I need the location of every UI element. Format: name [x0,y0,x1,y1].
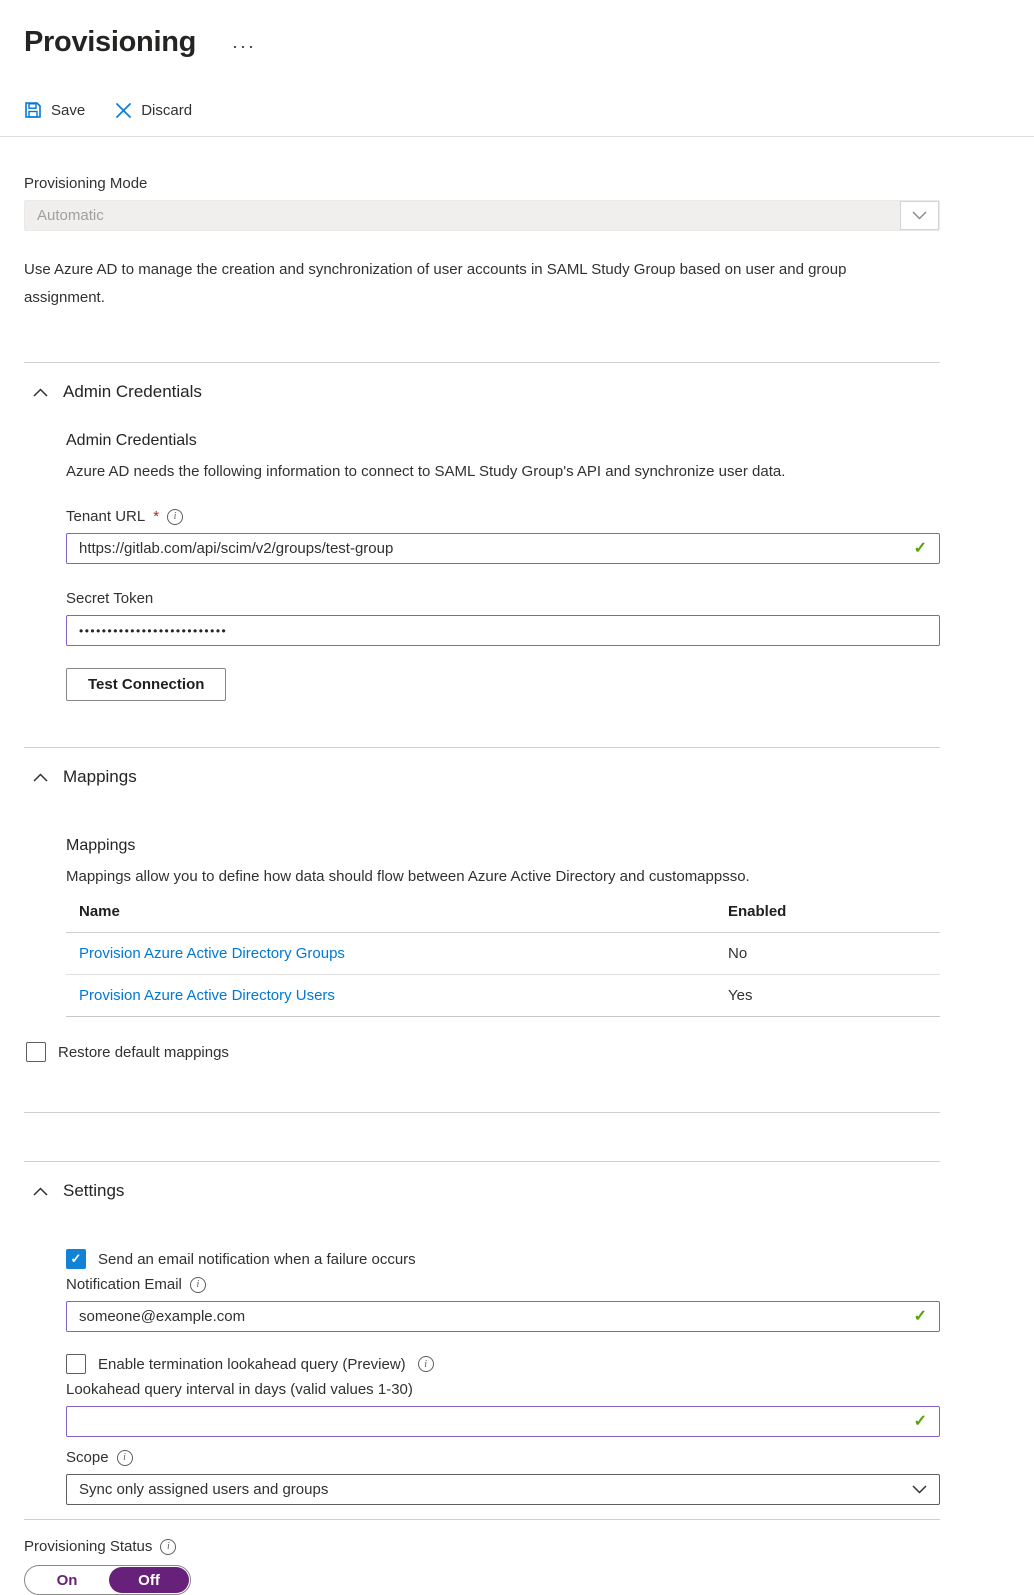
settings-section-header[interactable] [24,1162,940,1219]
secret-token-label: Secret Token [66,590,154,607]
discard-label: Discard [141,101,193,119]
mappings-description: Mappings allow you to define how data should flow between Azure Active Directory and customappsso. [66,868,750,885]
tenant-url-label: Tenant URL [66,508,146,525]
admin-credentials-subtitle: Admin Credentials [66,432,197,449]
mapping-link-users[interactable]: Provision Azure Active Directory Users [79,987,335,1004]
test-connection-button[interactable]: Test Connection [66,668,226,701]
save-label: Save [51,101,86,119]
table-row [66,933,940,975]
admin-credentials-body [24,432,940,701]
intro-text: Use Azure AD to manage the creation and synchronization of user accounts in SAML Study Group based on user and group assignment. [24,261,847,306]
mappings-section-header[interactable] [24,748,940,805]
valid-check-icon: ✓ [913,1307,927,1325]
restore-default-mappings-label: Restore default mappings [58,1043,229,1061]
toolbar-divider [0,136,1034,137]
section-title: Mappings [63,767,137,786]
notification-email-value: someone@example.com [79,1308,246,1325]
info-icon[interactable]: i [167,509,183,525]
valid-check-icon: ✓ [913,539,927,557]
provisioning-status-toggle[interactable] [24,1565,191,1595]
scope-label-row [66,1449,940,1466]
lookahead-interval-label: Lookahead query interval in days (valid values 1-30) [66,1381,413,1398]
chevron-down-icon [900,1485,939,1494]
page-header [0,26,1034,59]
required-asterisk: * [153,508,160,525]
valid-check-icon: ✓ [913,1412,927,1430]
provisioning-status-block [0,1538,1034,1595]
provisioning-status-label-row [24,1538,1010,1555]
discard-icon [115,102,132,119]
section-divider [24,1519,940,1520]
command-bar [0,97,1034,123]
tenant-url-input[interactable] [66,533,940,564]
discard-button[interactable] [115,102,192,119]
tenant-url-label-row [66,508,940,525]
provisioning-mode-label: Provisioning Mode [24,175,148,192]
scope-select[interactable] [66,1474,940,1505]
mappings-subtitle: Mappings [66,837,136,854]
checkbox-unchecked-icon[interactable] [66,1354,86,1374]
info-icon[interactable]: i [418,1356,434,1372]
tenant-url-value: https://gitlab.com/api/scim/v2/groups/test-group [79,540,394,557]
table-row [66,975,940,1017]
settings-body [24,1249,940,1505]
section-title: Admin Credentials [63,382,202,401]
table-header-row [66,903,940,933]
column-header-enabled: Enabled [728,903,787,920]
mapping-enabled-value: Yes [728,987,753,1004]
save-button[interactable] [24,101,85,119]
admin-credentials-section-header[interactable] [24,363,940,420]
lookahead-checkbox-label: Enable termination lookahead query (Preview) [98,1355,406,1373]
notification-email-label: Notification Email [66,1276,182,1293]
chevron-up-icon [33,769,48,786]
section-title: Settings [63,1181,125,1200]
page-title: Provisioning [24,26,197,58]
restore-default-mappings-checkbox-row[interactable] [26,1042,940,1062]
more-menu-button[interactable]: ··· [232,36,257,56]
toggle-off-option-selected[interactable]: Off [109,1567,189,1593]
mappings-table [66,903,940,1017]
mappings-body [24,837,940,1062]
info-icon[interactable]: i [190,1277,206,1293]
toggle-on-option[interactable]: On [56,1571,78,1589]
scope-label: Scope [66,1449,109,1466]
mapping-link-groups[interactable]: Provision Azure Active Directory Groups [79,945,345,962]
info-icon[interactable]: i [160,1539,176,1555]
provisioning-mode-value: Automatic [37,207,104,224]
column-header-name: Name [79,903,120,920]
notification-email-label-row [66,1276,940,1293]
info-icon[interactable]: i [117,1450,133,1466]
chevron-up-icon [33,384,48,401]
chevron-down-icon [900,201,939,230]
admin-credentials-description: Azure AD needs the following information to connect to SAML Study Group's API and synchronize user data. [66,463,786,480]
lookahead-checkbox-row[interactable] [66,1354,940,1374]
notification-email-input[interactable] [66,1301,940,1332]
provisioning-mode-select[interactable] [24,200,940,231]
secret-token-input[interactable] [66,615,940,646]
email-notification-label: Send an email notification when a failure occurs [98,1250,416,1268]
save-icon [24,101,42,119]
checkbox-unchecked-icon[interactable] [26,1042,46,1062]
mapping-enabled-value: No [728,945,748,962]
checkbox-checked-icon[interactable]: ✓ [66,1249,86,1269]
scope-value: Sync only assigned users and groups [79,1481,329,1498]
provisioning-status-label: Provisioning Status [24,1538,153,1555]
lookahead-interval-input[interactable] [66,1406,940,1437]
email-notification-checkbox-row[interactable] [66,1249,940,1269]
secret-token-masked-value: •••••••••••••••••••••••••• [79,623,228,638]
collapsed-gap [24,1113,940,1161]
chevron-up-icon [33,1183,48,1200]
